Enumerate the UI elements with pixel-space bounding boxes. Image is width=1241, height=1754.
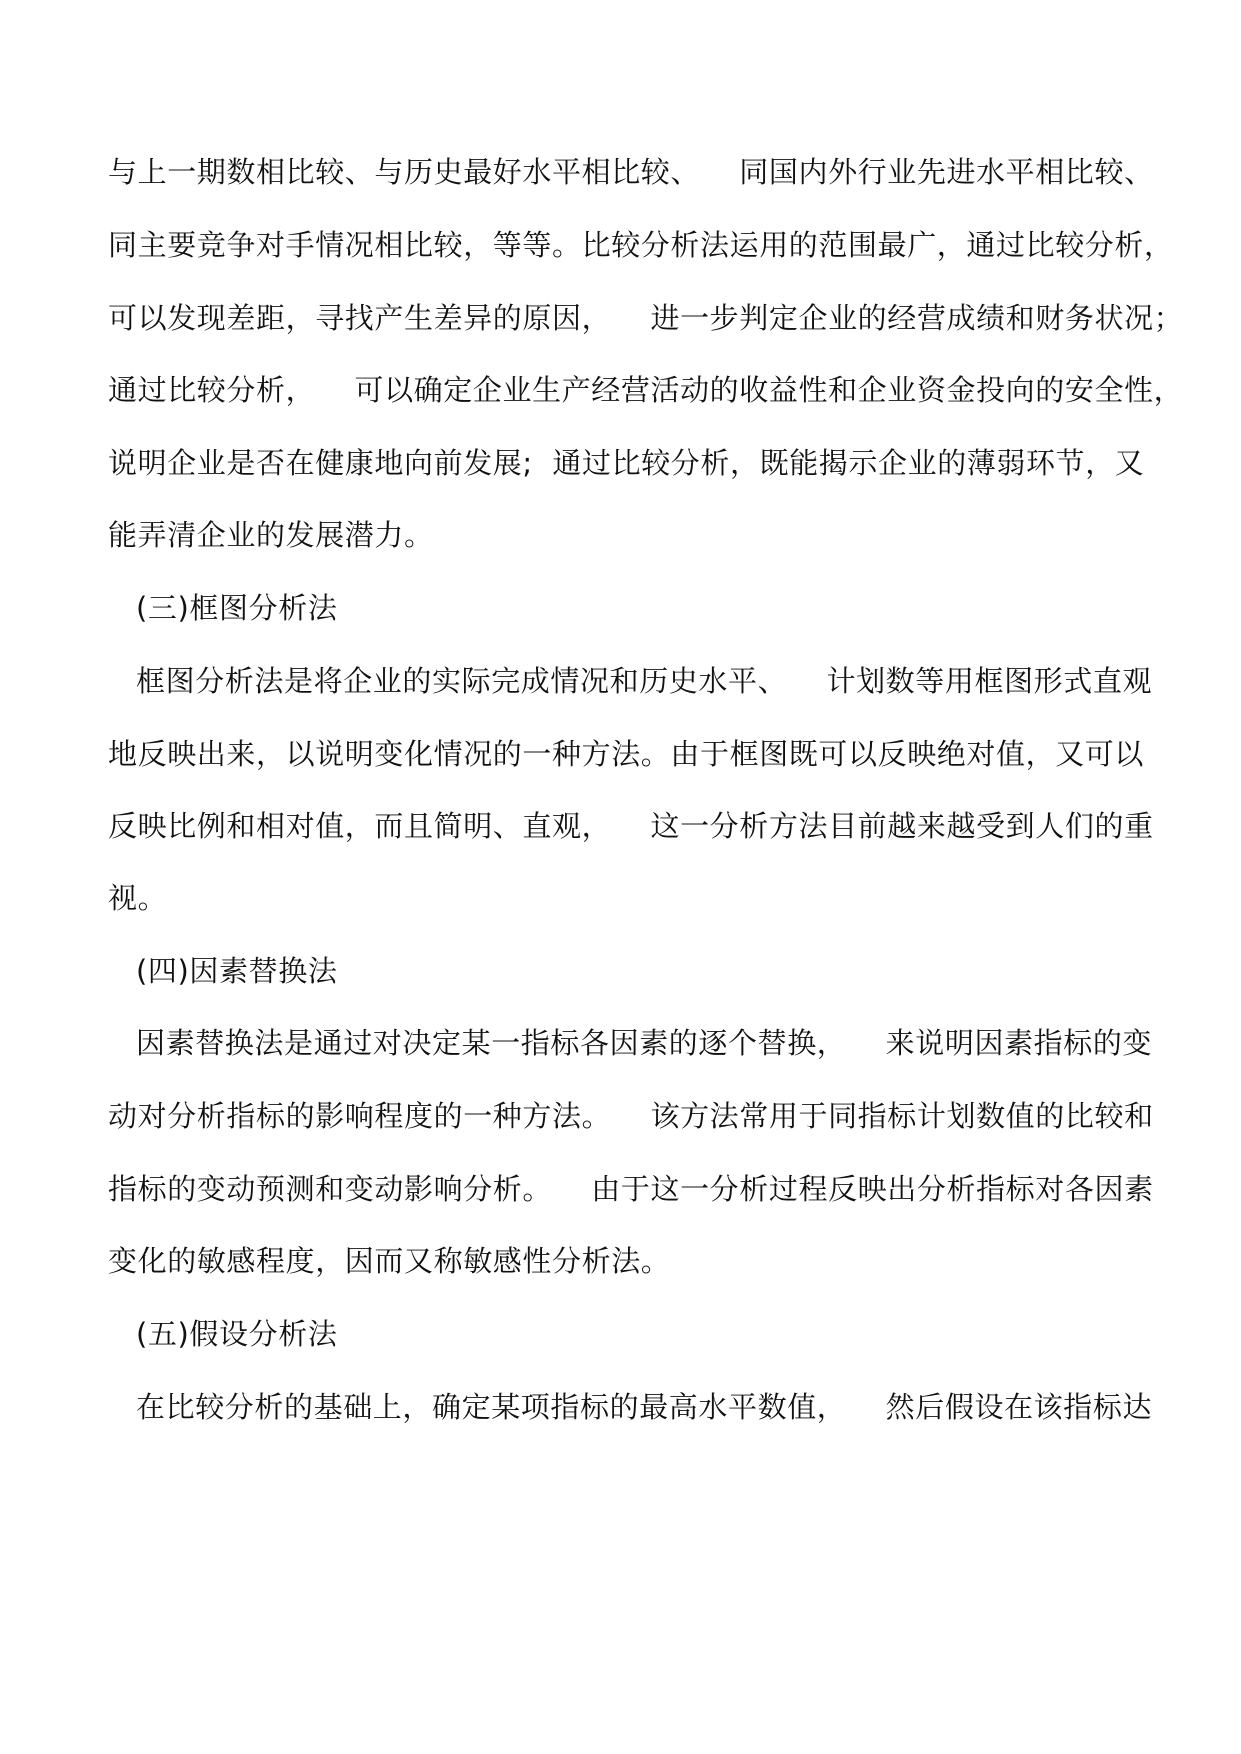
body-text-line: 同主要竞争对手情况相比较，等等。比较分析法运用的范围最广，通过比较分析， bbox=[108, 228, 1174, 262]
body-text-line: 能弄清企业的发展潜力。 bbox=[108, 518, 434, 552]
body-text-line: 指标的变动预测和变动影响分析。 由于这一分析过程反映出分析指标对各因素 bbox=[108, 1172, 1154, 1206]
body-text-line: 说明企业是否在健康地向前发展; 通过比较分析，既能揭示企业的薄弱环节，又 bbox=[108, 446, 1145, 480]
body-text-line: 与上一期数相比较、与历史最好水平相比较、 同国内外行业先进水平相比较、 bbox=[108, 155, 1154, 189]
body-text-line: 变化的敏感程度，因而又称敏感性分析法。 bbox=[108, 1244, 671, 1278]
body-text-line: 地反映出来，以说明变化情况的一种方法。由于框图既可以反映绝对值，又可以 bbox=[108, 737, 1145, 771]
body-text-line: 因素替换法是通过对决定某一指标各因素的逐个替换， 来说明因素指标的变 bbox=[136, 1026, 1153, 1060]
body-text-line: 框图分析法是将企业的实际完成情况和历史水平、 计划数等用框图形式直观 bbox=[136, 664, 1153, 698]
section-heading: (四)因素替换法 bbox=[136, 954, 338, 988]
section-heading: (五)假设分析法 bbox=[136, 1317, 338, 1351]
body-text-line: 反映比例和相对值，而且简明、直观， 这一分析方法目前越来越受到人们的重 bbox=[108, 809, 1154, 843]
body-text-line: 在比较分析的基础上，确定某项指标的最高水平数值， 然后假设在该指标达 bbox=[136, 1390, 1153, 1424]
body-text-line: 通过比较分析， 可以确定企业生产经营活动的收益性和企业资金投向的安全性， bbox=[108, 373, 1184, 407]
body-text-line: 视。 bbox=[108, 881, 168, 915]
body-text-line: 可以发现差距，寻找产生差异的原因， 进一步判定企业的经营成绩和财务状况； bbox=[108, 301, 1184, 335]
body-text-line: 动对分析指标的影响程度的一种方法。 该方法常用于同指标计划数值的比较和 bbox=[108, 1099, 1154, 1133]
section-heading: (三)框图分析法 bbox=[136, 591, 338, 625]
